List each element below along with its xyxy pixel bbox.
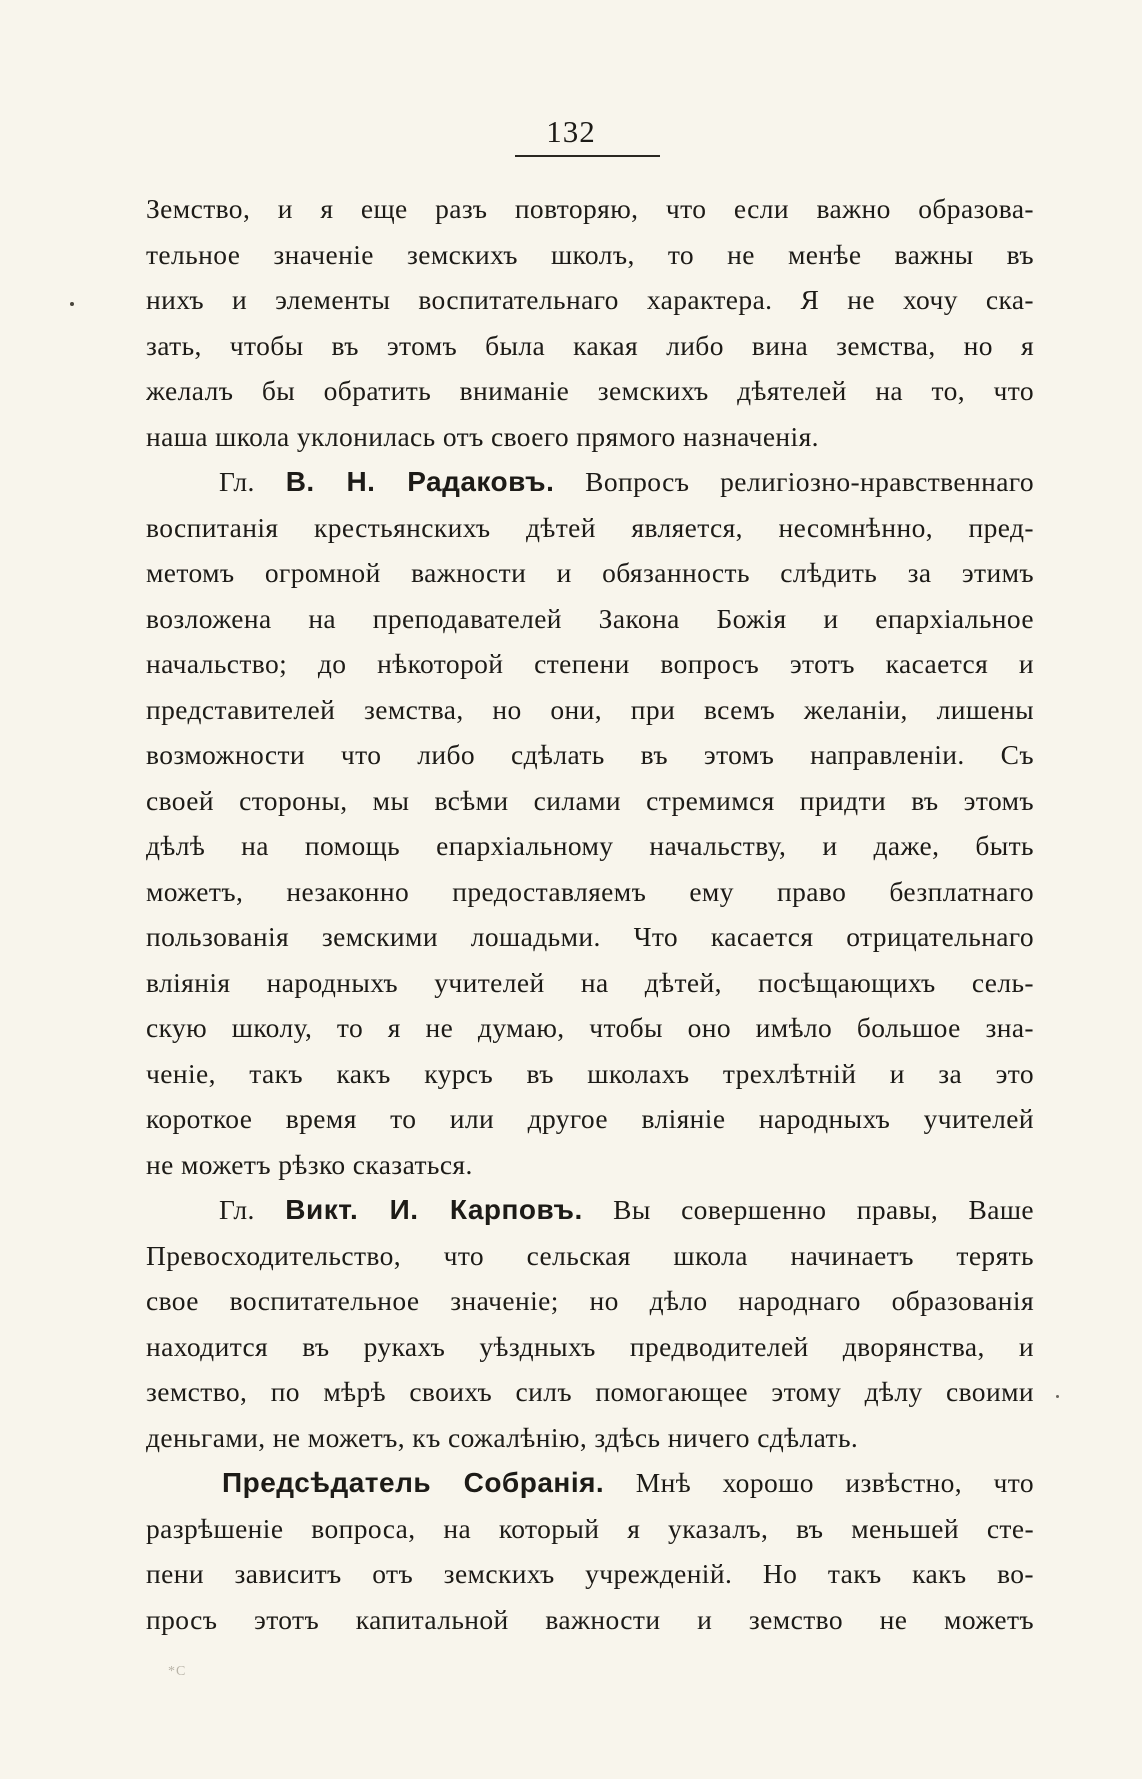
- body-text: [146, 186, 1034, 1642]
- text-line: Превосходительство, что сельская школа начинаетъ терять: [146, 1239, 1034, 1271]
- speaker-name: В. Н. Радаковъ.: [285, 466, 555, 497]
- text-line: метомъ огромной важности и обязанность слѣдить за этимъ: [146, 557, 1034, 588]
- text-line: ченіе, такъ какъ курсъ въ школахъ трехлѣтній и за это: [146, 1057, 1034, 1089]
- text-line: своей стороны, мы всѣми силами стремимся придти въ этомъ: [146, 784, 1034, 816]
- text-line: короткое время то или другое вліяніе народныхъ учителей: [146, 1103, 1034, 1134]
- text-line: вліянія народныхъ учителей на дѣтей, посѣщающихъ сель-: [146, 966, 1034, 998]
- speaker-prefix: Гл.: [219, 1194, 255, 1225]
- text-line: желалъ бы обратить вниманіе земскихъ дѣятелей на то, что: [146, 375, 1034, 406]
- paragraph-first-line: [146, 1460, 1034, 1506]
- library-stamp: *С: [168, 1664, 187, 1679]
- text-line: можетъ, незаконно предоставляемъ ему право безплатнаго: [146, 875, 1034, 907]
- text-line: наша школа уклонилась отъ своего прямого назначенія.: [146, 420, 819, 452]
- text-line: свое воспитательное значеніе; но дѣло народнаго образованія: [146, 1285, 1034, 1316]
- text-line: возложена на преподавателей Закона Божія и епархіальное: [146, 602, 1034, 634]
- text-line: разрѣшеніе вопроса, на который я указалъ, въ меньшей сте-: [146, 1512, 1034, 1544]
- paragraph-first-line: [146, 459, 1034, 505]
- margin-speck: [1056, 1395, 1059, 1398]
- speaker-prefix: Гл.: [219, 466, 255, 497]
- text-line: воспитанія крестьянскихъ дѣтей является, несомнѣнно, пред-: [146, 511, 1034, 543]
- page-number: 132: [546, 114, 596, 149]
- text-line: нихъ и элементы воспитательнаго характера. Я не хочу ска-: [146, 284, 1034, 315]
- text-line: просъ этотъ капитальной важности и земство не можетъ: [146, 1603, 1034, 1635]
- text-line: дѣлѣ на помощь епархіальному начальству, и даже, быть: [146, 830, 1034, 861]
- text-line: возможности что либо сдѣлать въ этомъ направленіи. Съ: [146, 739, 1034, 770]
- text-line: земство, по мѣрѣ своихъ силъ помогающее этому дѣлу своими: [146, 1376, 1034, 1407]
- text-fragment: Вы совершенно правы, Ваше: [613, 1194, 1034, 1225]
- speaker-name: Предсѣдатель Собранія.: [222, 1467, 605, 1498]
- text-line: не можетъ рѣзко сказаться.: [146, 1148, 473, 1180]
- text-fragment: Мнѣ хорошо извѣстно, что: [635, 1467, 1034, 1498]
- text-line: пользованія земскими лошадьми. Что касается отрицательнаго: [146, 921, 1034, 952]
- text-line: скую школу, то я не думаю, чтобы оно имѣло большое зна-: [146, 1012, 1034, 1043]
- text-line: пени зависитъ отъ земскихъ учрежденій. Но такъ какъ во-: [146, 1558, 1034, 1589]
- text-line: находится въ рукахъ уѣздныхъ предводителей дворянства, и: [146, 1330, 1034, 1362]
- text-line: тельное значеніе земскихъ школъ, то не менѣе важны въ: [146, 238, 1034, 270]
- text-line: зать, чтобы въ этомъ была какая либо вина земства, но я: [146, 329, 1034, 361]
- text-line: Земство, и я еще разъ повторяю, что если важно образова-: [146, 193, 1034, 224]
- page-number-rule: [515, 155, 660, 157]
- margin-speck: [70, 302, 74, 306]
- text-line: начальство; до нѣкоторой степени вопросъ этотъ касается и: [146, 648, 1034, 679]
- text-fragment: Вопросъ религіозно-нравственнаго: [585, 466, 1034, 497]
- paragraph-first-line: [146, 1187, 1034, 1233]
- text-line: представителей земства, но они, при всемъ желаніи, лишены: [146, 693, 1034, 725]
- speaker-name: Викт. И. Карповъ.: [285, 1194, 583, 1225]
- text-line: деньгами, не можетъ, къ сожалѣнію, здѣсь ничего сдѣлать.: [146, 1421, 859, 1453]
